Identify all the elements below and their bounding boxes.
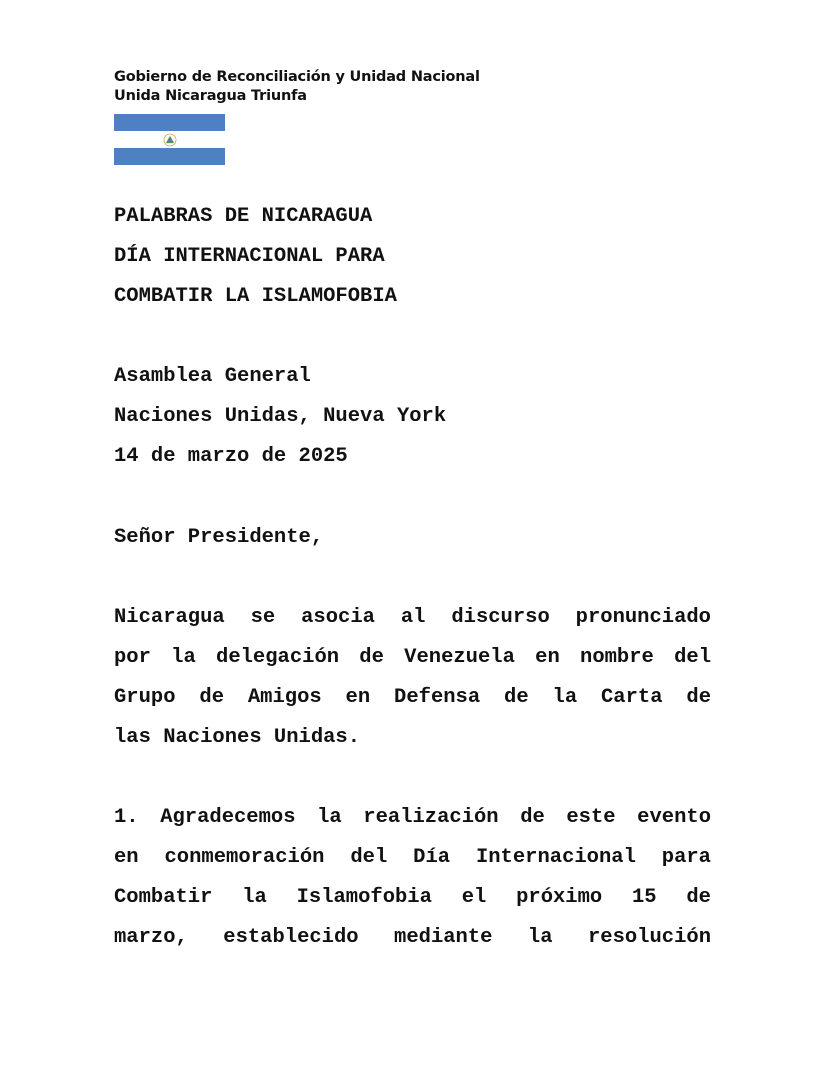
event-date: 14 de marzo de 2025 (114, 445, 348, 468)
government-header (114, 68, 480, 106)
paragraph-line: 1. Agradecemos la realización de este evento (114, 806, 711, 829)
coat-of-arms-icon (163, 133, 177, 147)
event-body: Asamblea General (114, 365, 311, 388)
government-name: Gobierno de Reconciliación y Unidad Nacional (114, 69, 480, 85)
salutation-text: Señor Presidente, (114, 526, 324, 549)
speech-title (114, 197, 711, 317)
paragraph-line: en conmemoración del Día Internacional para (114, 846, 711, 869)
paragraph-line: Grupo de Amigos en Defensa de la Carta de (114, 686, 711, 709)
nicaragua-flag-icon (114, 114, 225, 165)
paragraph-line: Nicaragua se asocia al discurso pronunciado (114, 606, 711, 629)
title-line: DÍA INTERNACIONAL PARA (114, 245, 385, 268)
paragraph-line: las Naciones Unidas. (114, 726, 361, 749)
event-location: Naciones Unidas, Nueva York (114, 405, 447, 428)
paragraph-line: marzo, establecido mediante la resolución (114, 926, 711, 949)
paragraph-intro (114, 598, 711, 758)
event-details (114, 357, 711, 477)
government-slogan: Unida Nicaragua Triunfa (114, 88, 307, 104)
title-line: COMBATIR LA ISLAMOFOBIA (114, 285, 397, 308)
paragraph-line: Combatir la Islamofobia el próximo 15 de (114, 886, 711, 909)
salutation (114, 518, 711, 558)
title-line: PALABRAS DE NICARAGUA (114, 205, 373, 228)
flag-center-stripe (114, 131, 225, 148)
paragraph-line: por la delegación de Venezuela en nombre del (114, 646, 711, 669)
flag-top-stripe (114, 114, 225, 131)
flag-bottom-stripe (114, 148, 225, 165)
paragraph-point-1 (114, 798, 711, 958)
